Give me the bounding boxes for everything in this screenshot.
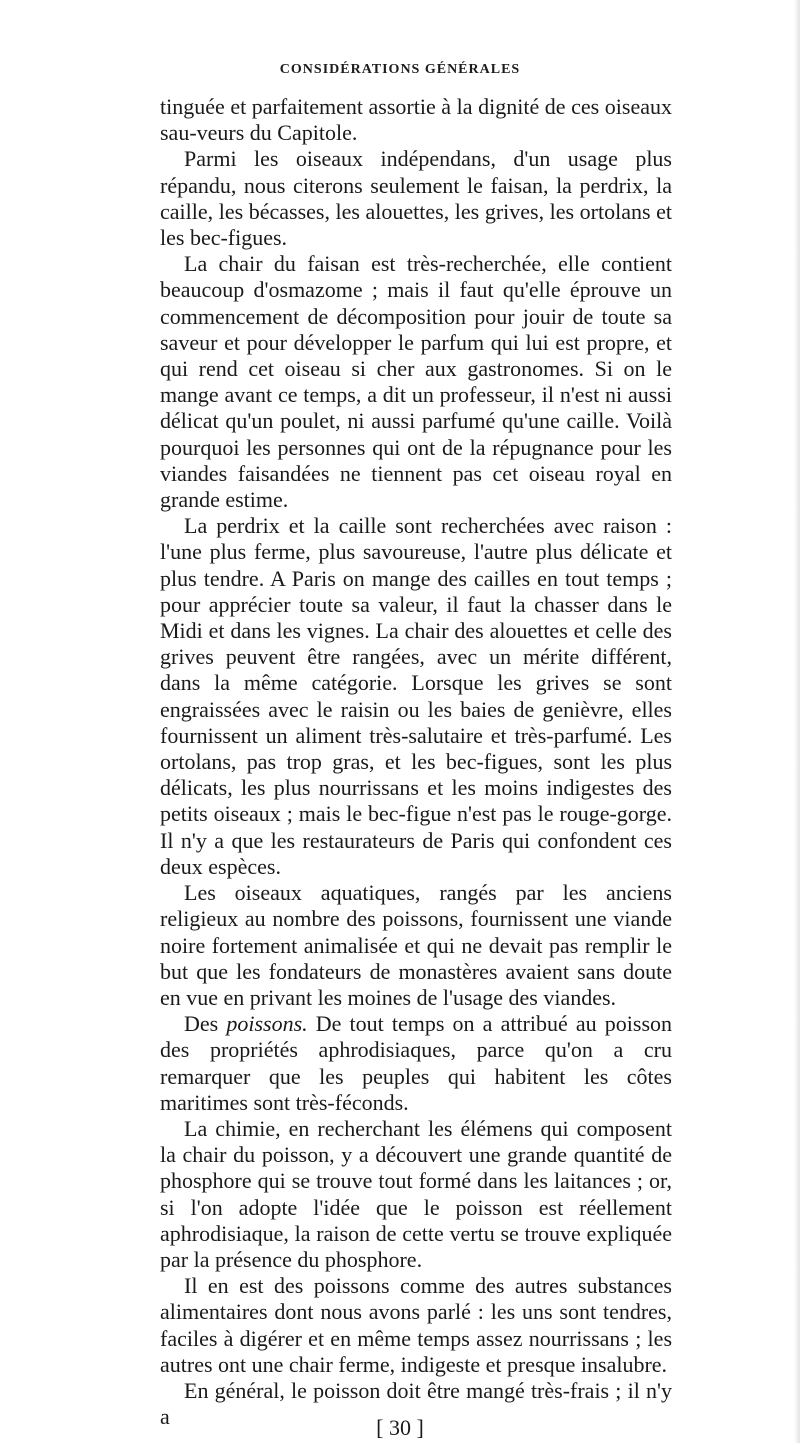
section-lead: Des bbox=[184, 1011, 219, 1037]
section-title: poissons. bbox=[226, 1011, 308, 1037]
page-number: [ 30 ] bbox=[376, 1415, 424, 1440]
page-edge-shadow bbox=[794, 0, 800, 1443]
paragraph-substances: Il en est des poissons comme des autres substances alimentaires dont nous avons parlé : les uns sont tendres, faciles à digérer et en même temps assez nourrissans ; les autres ont une chair ferme, indigeste et presque insalubre. bbox=[160, 1273, 672, 1377]
body-text bbox=[160, 94, 672, 1430]
paragraph-en-general: En général, le poisson doit être mangé très-frais ; il n'y a bbox=[160, 1377, 672, 1430]
section-body: De tout temps on a attribué au poisson des propriétés aphrodisiaques, parce qu'on a cru remarquer que les peuples qui habitent les côtes maritimes sont très-féconds. bbox=[160, 1011, 673, 1115]
paragraph-poissons bbox=[160, 1011, 672, 1116]
paragraph-continuation: tinguée et parfaitement assortie à la dignité de ces oiseaux sau-veurs du Capitole. bbox=[160, 94, 672, 146]
paragraph-faisan: La chair du faisan est très-recherchée, elle contient beaucoup d'osmazome ; mais il faut qu'elle éprouve un commencement de décomposition pour jouir de toute sa saveur et pour développer le parfum qui lui est propre, et qui rend cet oiseau si cher aux gastronomes. Si on le mange avant ce temps, a dit un professeur, il n'est ni aussi délicat qu'un poulet, ni aussi parfumé qu'une caille. Voilà pourquoi les personnes qui ont de la répugnance pour les viandes faisandées ne tiennent pas cet oiseau royal en grande estime. bbox=[160, 251, 672, 513]
running-header: CONSIDÉRATIONS GÉNÉRALES bbox=[279, 62, 521, 77]
paragraph-oiseaux-independans: Parmi les oiseaux indépendans, d'un usage plus répandu, nous citerons seulement le faisan, la perdrix, la caille, les bécasses, les alouettes, les grives, les ortolans et les bec-figues. bbox=[160, 146, 672, 251]
paragraph-chimie: La chimie, en recherchant les élémens qui composent la chair du poisson, y a découvert une grande quantité de phosphore qui se trouve tout formé dans les laitances ; or, si l'on adopte l'idée que le poisson est réellement aphrodisiaque, la raison de cette vertu se trouve expliquée par la présence du phosphore. bbox=[160, 1115, 672, 1272]
paragraph-oiseaux-aquatiques: Les oiseaux aquatiques, rangés par les anciens religieux au nombre des poissons, fournissent une viande noire fortement animalisée et qui ne devait pas remplir le but que les fondateurs de monastères avaient sans doute en vue en privant les moines de l'usage des viandes. bbox=[160, 880, 672, 1010]
paragraph-perdrix-caille: La perdrix et la caille sont recherchées avec raison : l'une plus ferme, plus savoureuse, l'autre plus délicate et plus tendre. A Paris on mange des cailles en tout temps ; pour apprécier toute sa valeur, il faut la chasser dans le Midi et dans les vignes. La chair des alouettes et celle des grives peuvent être rangées, avec un mérite différent, dans la même catégorie. Lorsque les grives se sont engraissées avec le raisin ou les baies de genièvre, elles fournissent un aliment très-salutaire et très-parfumé. Les ortolans, pas trop gras, et les bec-figues, sont les plus délicats, les plus nourrissans et les moins indigestes des petits oiseaux ; mais le bec-figue n'est pas le rouge-gorge. Il n'y a que les restaurateurs de Paris qui confondent ces deux espèces. bbox=[160, 513, 672, 879]
